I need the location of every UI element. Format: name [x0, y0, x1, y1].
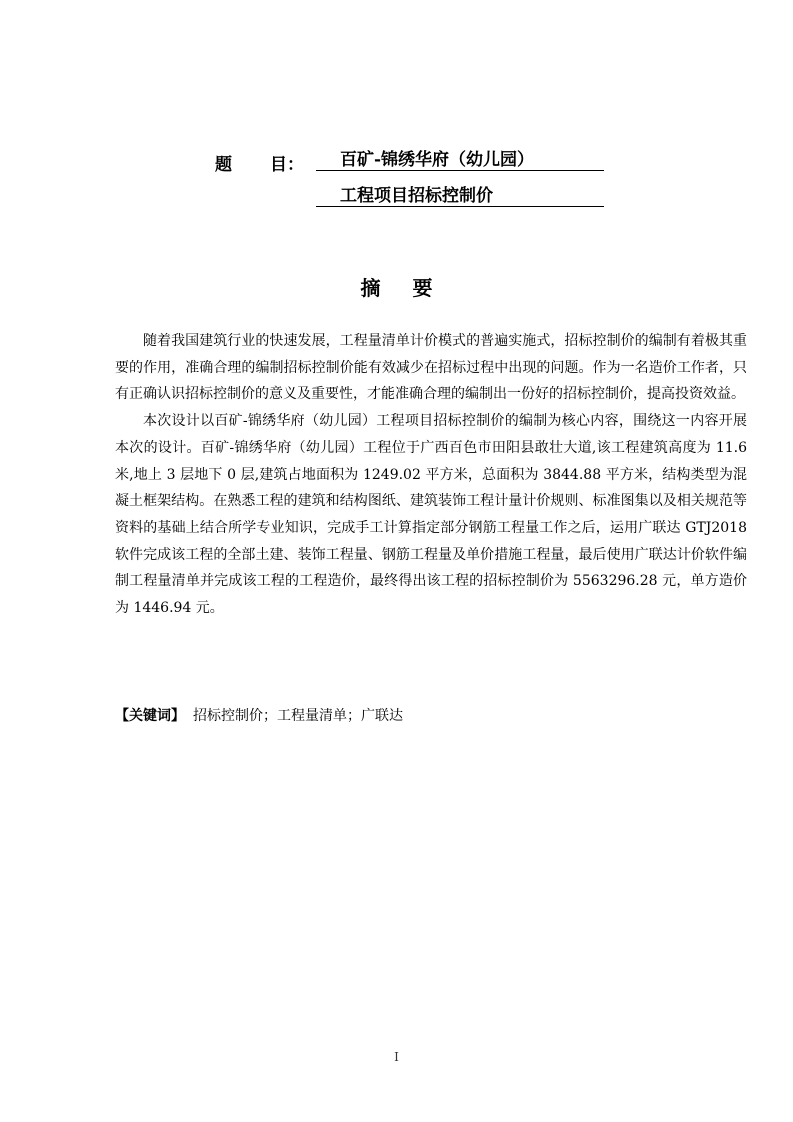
page-number: I	[394, 1050, 399, 1064]
abstract-heading-char1: 摘	[360, 276, 381, 300]
keywords-label: 【关键词】	[115, 708, 185, 724]
abstract-paragraph: 本次设计以百矿-锦绣华府（幼儿园）工程项目招标控制价的编制为核心内容，围绕这一内容开展本次的设计。百矿-锦绣华府（幼儿园）工程位于广西百色市田阳县敢壮大道,该工程建筑高度为 11.6 米,地上 3 层地下 0 层,建筑占地面积为 1249.02 平方米，总面积为 3844.88 平方米，结构类型为混凝土框架结构。在熟悉工程的建筑和结构图纸、建筑装饰工程计量计价规则、标准图集以及相关规范等资料的基础上结合所学专业知识，完成手工计算指定部分钢筋工程量工作之后，运用广联达 GTJ2018 软件完成该工程的全部土建、装饰工程量、钢筋工程量及单价措施工程量，最后使用广联达计价软件编制工程量清单并完成该工程的工程造价，最终得出该工程的招标控制价为 5563296.28 元，单方造价为 1446.94 元。	[115, 413, 747, 617]
title-label-char2: 目：	[270, 155, 304, 175]
title-line-1: 百矿-锦绣华府（幼儿园）	[316, 150, 604, 171]
keywords-value: 招标控制价；工程量清单；广联达	[193, 708, 403, 724]
abstract-body	[115, 328, 747, 622]
keywords-line	[115, 705, 403, 725]
title-line-2: 工程项目招标控制价	[316, 186, 604, 207]
title-label-char1: 题	[215, 155, 232, 175]
abstract-paragraph: 随着我国建筑行业的快速发展，工程量清单计价模式的普遍实施式，招标控制价的编制有着极其重要的作用，准确合理的编制招标控制价能有效减少在招标过程中出现的问题。作为一名造价工作者，只有正确认识招标控制价的意义及重要性，才能准确合理的编制出一份好的招标控制价，提高投资效益。	[115, 333, 747, 403]
abstract-heading	[0, 272, 793, 301]
abstract-heading-char2: 要	[412, 276, 433, 300]
title-label	[215, 150, 304, 175]
